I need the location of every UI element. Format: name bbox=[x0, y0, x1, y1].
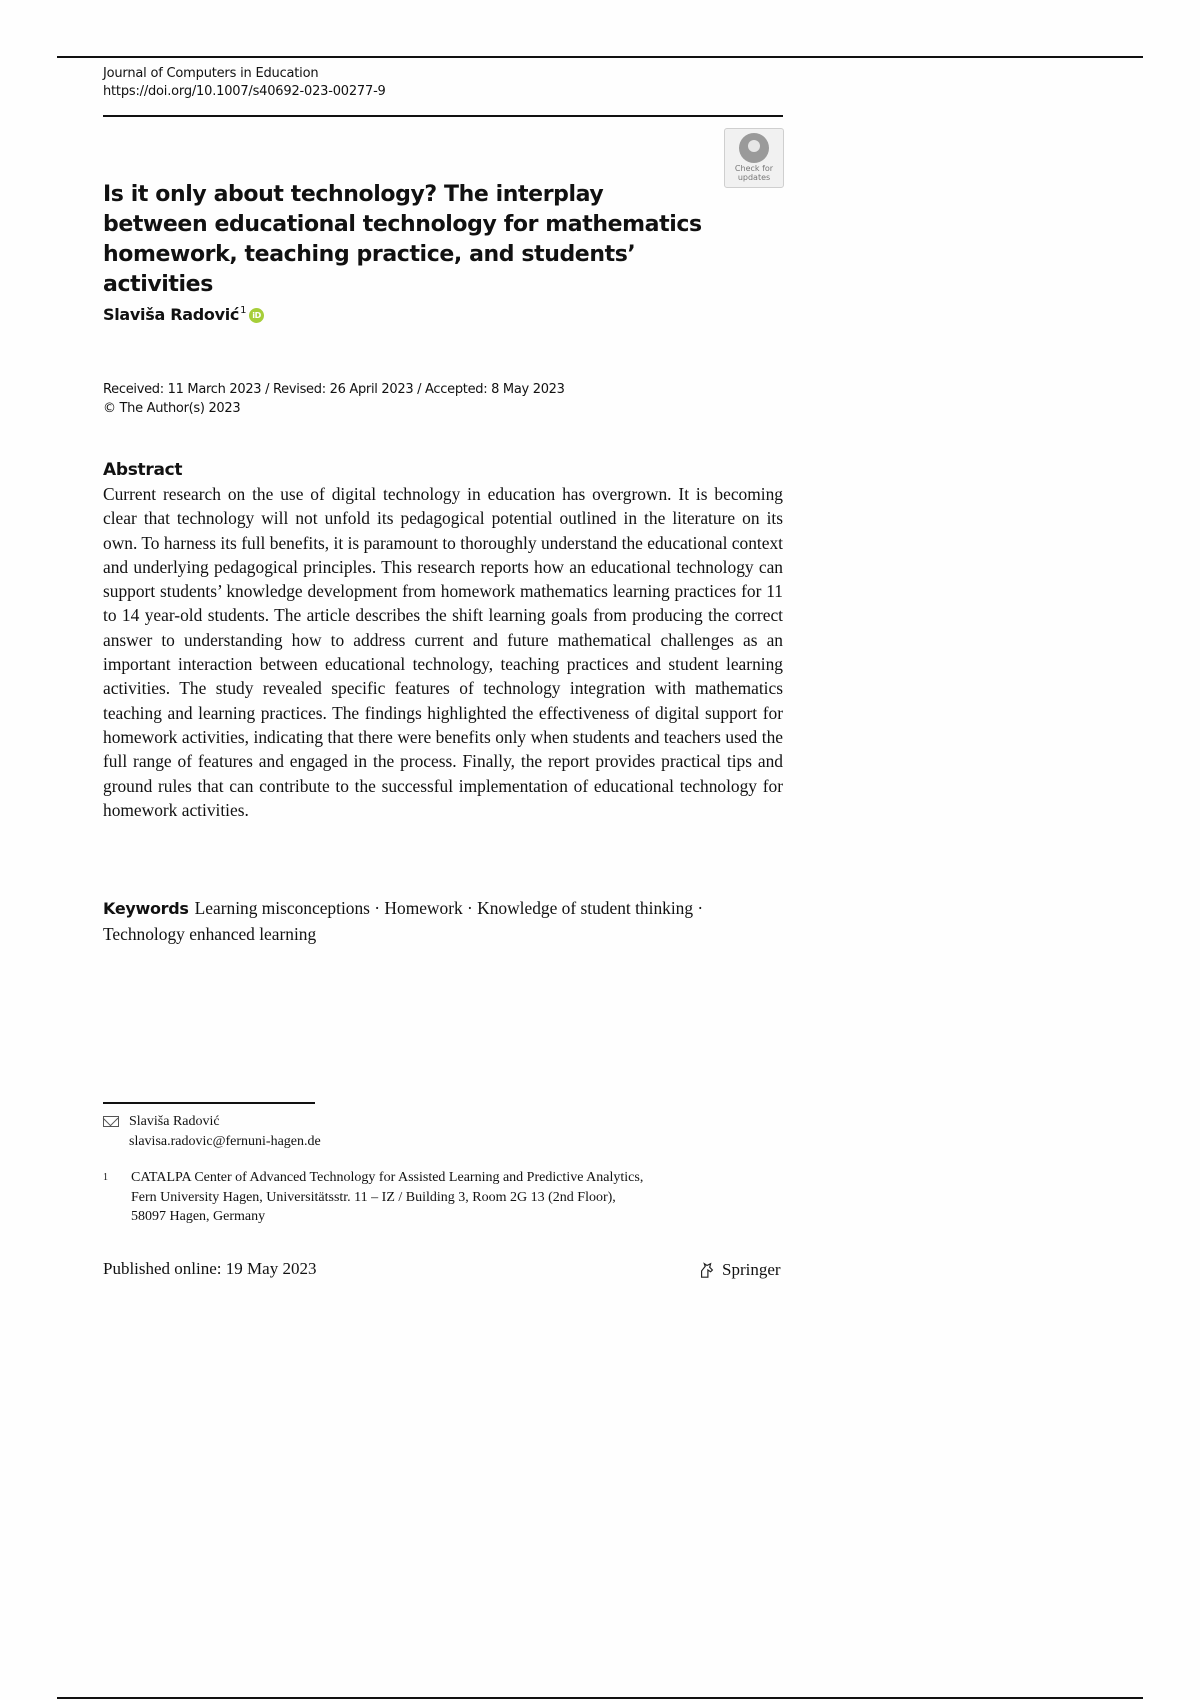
check-for-updates-badge[interactable] bbox=[724, 128, 784, 188]
orcid-icon[interactable]: iD bbox=[249, 308, 264, 323]
keywords-line-2: Technology enhanced learning bbox=[103, 923, 317, 944]
author-line bbox=[103, 305, 264, 324]
abstract-heading: Abstract bbox=[103, 460, 183, 480]
footnote-rule bbox=[103, 1102, 315, 1104]
affiliation-number: 1 bbox=[103, 1172, 108, 1183]
badge-label-line1: Check for bbox=[734, 164, 774, 173]
title-line-1: Is it only about technology? The interplay bbox=[103, 182, 604, 207]
abstract-text: Current research on the use of digital technology in education has overgrown. It is becoming clear that technology will not unfold its pedagogical potential outlined in the literature on its own. To harness its full benefits, it is paramount to thoroughly understand the educational context and underlying pedagogical principles. This research reports how an educational technology can support students’ knowledge development from homework mathematics learning practices for 11 to 14 year-old students. The article describes the shift learning goals from producing the correct answer to understanding how to address current and future mathematical challenges as an important interaction between educational technology, teaching practices and student learning activities. The study revealed specific features of technology integration with mathematics teaching and learning practices. The findings highlighted the effectiveness of digital support for homework activities, indicating that there were benefits only when students and teachers used the full range of features and engaged in the process. Finally, the report provides practical tips and ground rules that can contribute to the successful implementation of educational technology for homework activities. bbox=[103, 484, 783, 820]
springer-horse-icon bbox=[698, 1261, 716, 1279]
keywords bbox=[103, 896, 783, 946]
keywords-label: Keywords bbox=[103, 899, 189, 918]
header-rule bbox=[103, 115, 783, 117]
journal-name: Journal of Computers in Education bbox=[103, 66, 319, 81]
contact-name: Slaviša Radović bbox=[129, 1114, 220, 1129]
title-line-3: homework, teaching practice, and students’ activities bbox=[103, 242, 636, 297]
journal-header bbox=[103, 65, 386, 101]
doi-link[interactable]: https://doi.org/10.1007/s40692-023-00277-9 bbox=[103, 84, 386, 99]
corresponding-author bbox=[103, 1112, 321, 1152]
affiliation-line-1: CATALPA Center of Advanced Technology for Assisted Learning and Predictive Analytics, bbox=[131, 1170, 644, 1185]
keywords-line-1: Learning misconceptions · Homework · Knowledge of student thinking · bbox=[194, 898, 704, 918]
date-history: Received: 11 March 2023 / Revised: 26 April 2023 / Accepted: 8 May 2023 bbox=[103, 382, 565, 397]
springer-logo bbox=[698, 1260, 781, 1280]
publisher-name: Springer bbox=[722, 1260, 781, 1279]
check-updates-icon bbox=[739, 133, 769, 163]
contact-email[interactable]: slavisa.radovic@fernuni-hagen.de bbox=[129, 1134, 321, 1149]
top-rule bbox=[57, 56, 1143, 58]
badge-label-line2: updates bbox=[737, 173, 771, 182]
author-affiliation-mark: 1 bbox=[240, 305, 247, 316]
title-line-2: between educational technology for mathematics bbox=[103, 212, 702, 237]
affiliation-line-2: Fern University Hagen, Universitätsstr. 11 – IZ / Building 3, Room 2G 13 (2nd Floor), bbox=[131, 1189, 616, 1205]
affiliation-line-3: 58097 Hagen, Germany bbox=[131, 1209, 266, 1224]
published-online: Published online: 19 May 2023 bbox=[103, 1259, 317, 1278]
bottom-rule bbox=[57, 1697, 1143, 1699]
envelope-icon bbox=[103, 1116, 119, 1127]
author-name[interactable]: Slaviša Radović bbox=[103, 305, 240, 324]
affiliation bbox=[103, 1168, 643, 1227]
copyright-line: © The Author(s) 2023 bbox=[103, 401, 241, 416]
article-dates bbox=[103, 380, 565, 418]
paper-title bbox=[103, 180, 723, 300]
